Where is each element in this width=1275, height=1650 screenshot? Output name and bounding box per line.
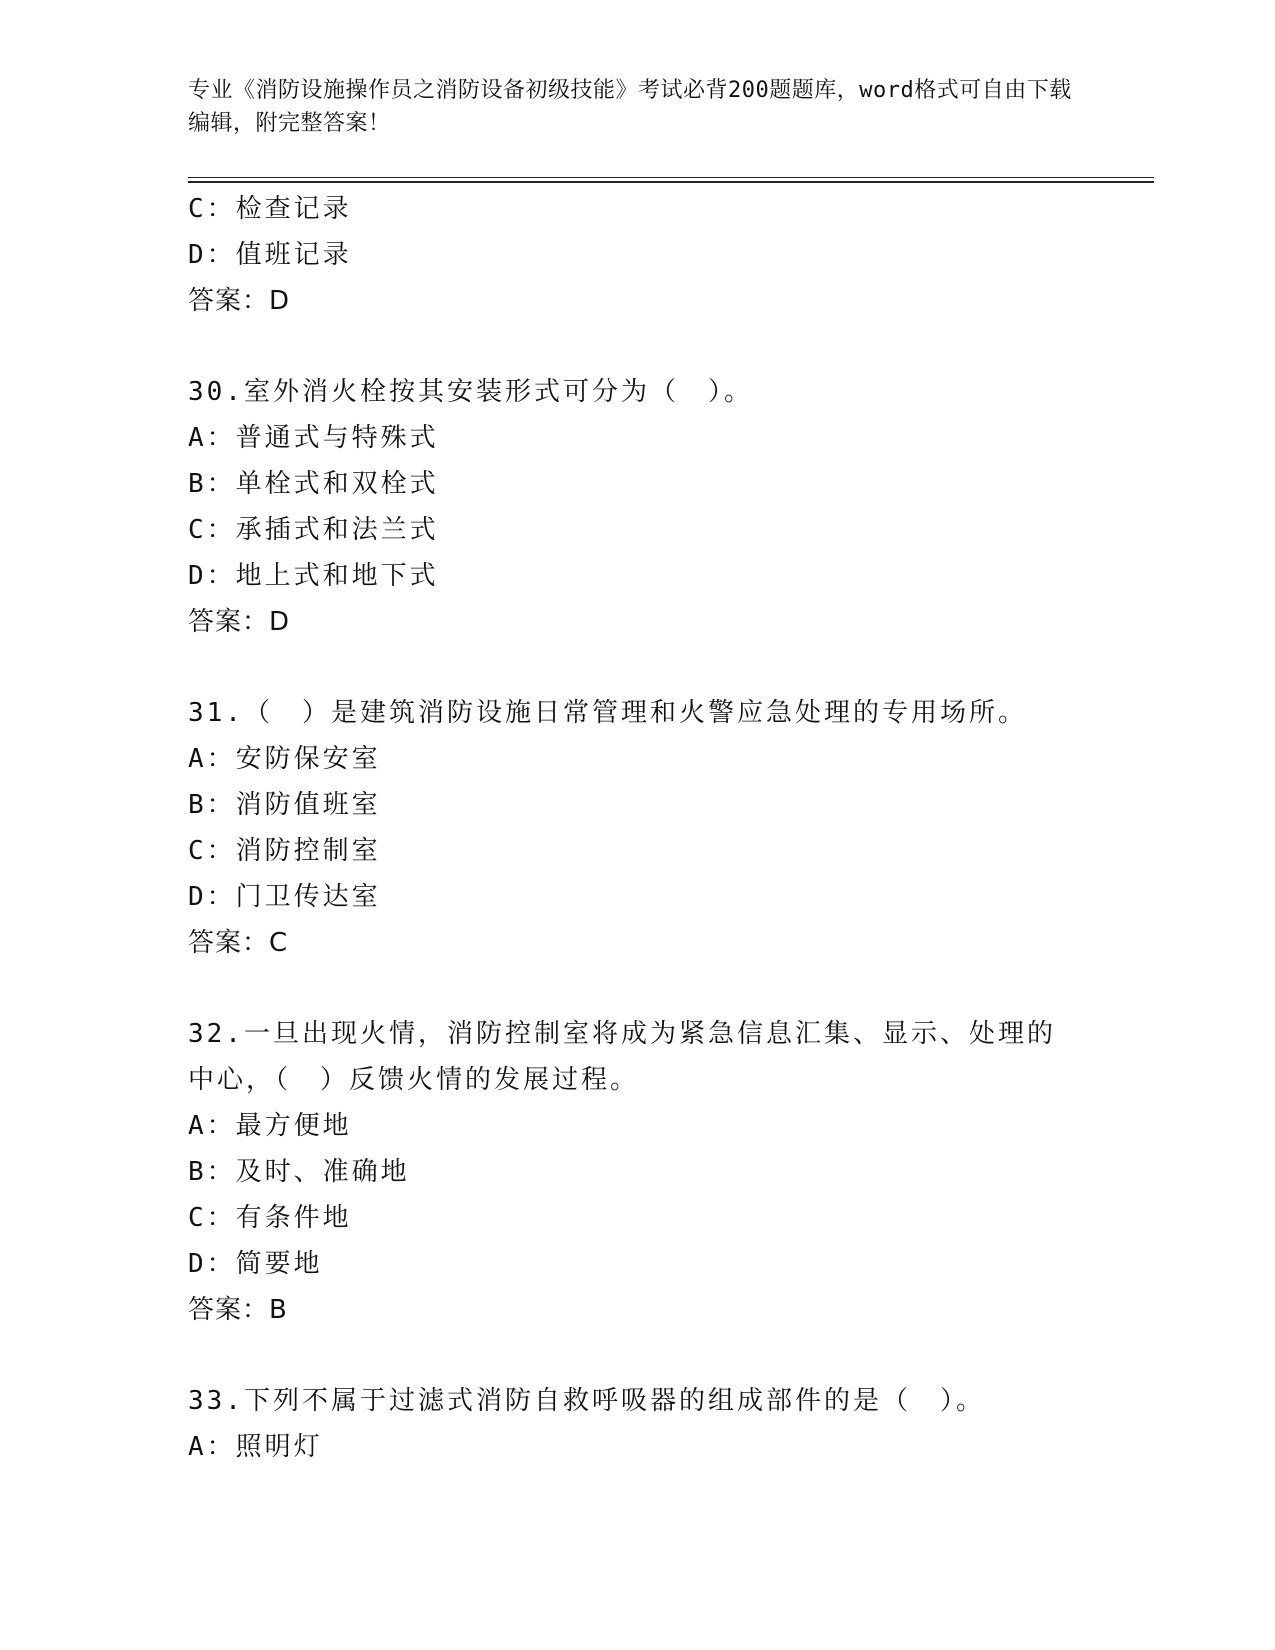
spacer	[188, 966, 1154, 1011]
header-divider	[188, 177, 1154, 183]
question-32-option-b: B：及时、准确地	[188, 1157, 410, 1187]
spacer	[188, 1333, 1154, 1378]
question-31-option-a: A：安防保安室	[188, 744, 381, 774]
question-33-text: 33.下列不属于过滤式消防自救呼吸器的组成部件的是（ ）。	[188, 1386, 985, 1416]
question-32-option-a: A：最方便地	[188, 1111, 352, 1141]
option-d: D：值班记录	[188, 240, 352, 270]
question-30-option-d: D：地上式和地下式	[188, 561, 439, 591]
question-32-answer: 答案：B	[188, 1295, 288, 1325]
document-body	[188, 186, 1154, 1470]
question-32-option-d: D：简要地	[188, 1249, 323, 1279]
question-30-option-a: A：普通式与特殊式	[188, 423, 439, 453]
spacer	[188, 324, 1154, 369]
question-33-option-a: A：照明灯	[188, 1432, 323, 1462]
question-30-text: 30.室外消火栓按其安装形式可分为（ ）。	[188, 377, 753, 407]
question-30-answer: 答案：D	[188, 607, 291, 637]
question-31-text: 31.（ ）是建筑消防设施日常管理和火警应急处理的专用场所。	[188, 698, 1027, 728]
option-c: C：检查记录	[188, 194, 352, 224]
document-header-title: 专业《消防设施操作员之消防设备初级技能》考试必背200题题库，word格式可自由下载编辑，附完整答案！	[188, 78, 1072, 136]
question-32-option-c: C：有条件地	[188, 1203, 352, 1233]
question-31-answer: 答案：C	[188, 928, 289, 958]
question-31-option-c: C：消防控制室	[188, 836, 381, 866]
answer-line: 答案：D	[188, 286, 291, 316]
question-32-text: 32.一旦出现火情，消防控制室将成为紧急信息汇集、显示、处理的中心，（ ）反馈火情的发展过程。	[188, 1019, 1056, 1095]
spacer	[188, 645, 1154, 690]
question-30-option-b: B：单栓式和双栓式	[188, 469, 439, 499]
question-31-option-d: D：门卫传达室	[188, 882, 381, 912]
question-30-option-c: C：承插式和法兰式	[188, 515, 439, 545]
question-31-option-b: B：消防值班室	[188, 790, 381, 820]
